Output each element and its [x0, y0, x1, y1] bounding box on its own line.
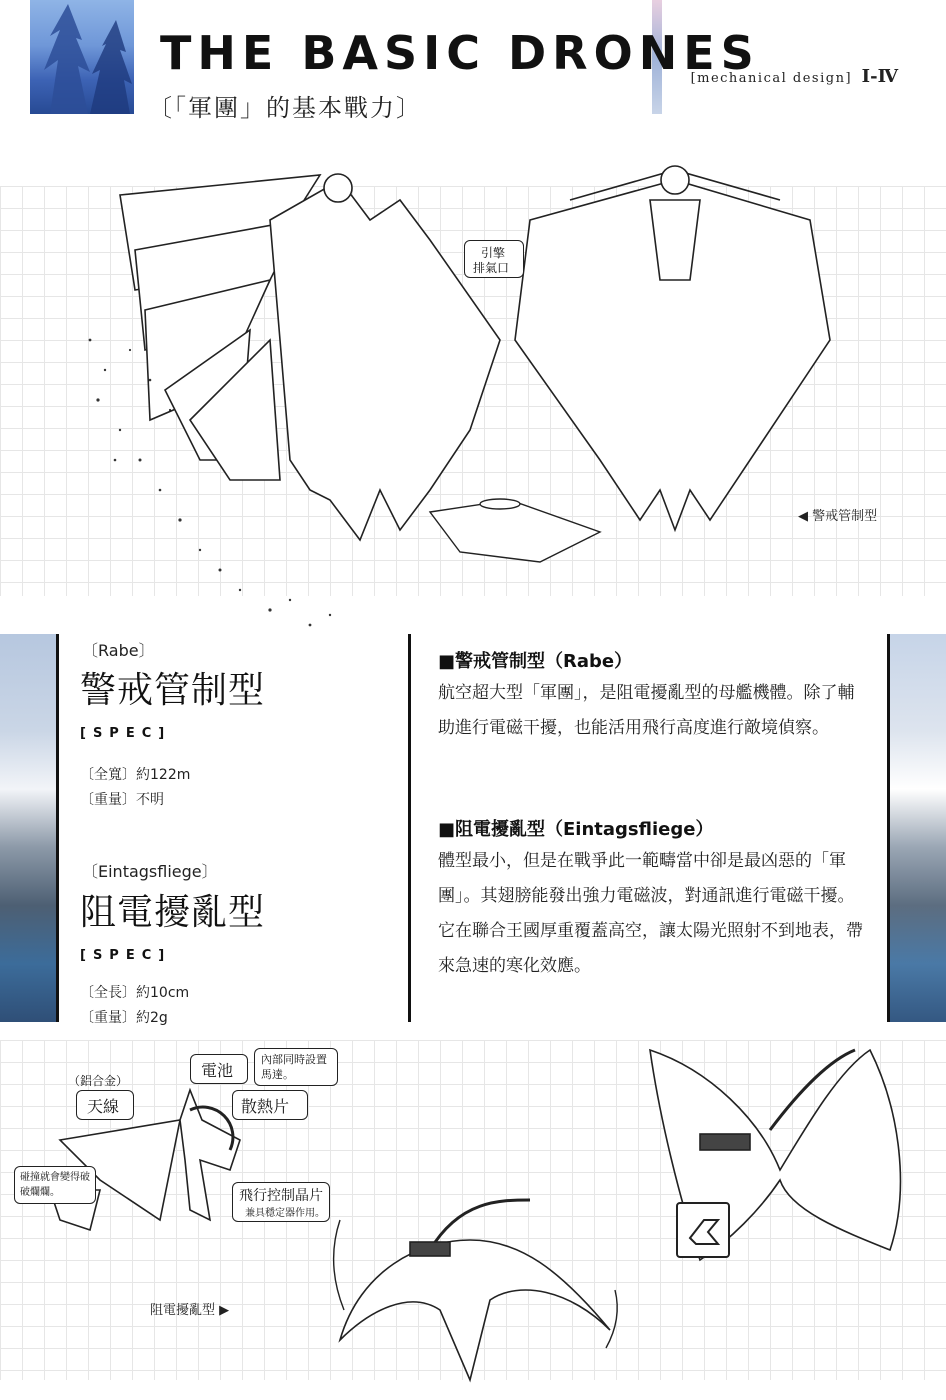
chapter-label: [691, 66, 898, 87]
exhaust-label: 排氣口: [473, 261, 510, 275]
center-divider-line: [408, 634, 411, 1022]
angle-badge: [676, 1202, 730, 1258]
battery-bubble: [190, 1054, 248, 1084]
tree-silhouette-icon: [30, 0, 134, 114]
angle-corner-icon: [678, 1204, 728, 1256]
battery-label: 電池: [201, 1061, 234, 1080]
unit-eintagsfliege-spec-weight: 〔重量〕約2g: [80, 1010, 168, 1026]
unit-rabe-en-name: 〔Rabe〕: [82, 641, 155, 660]
motor-note: 內部同時設置馬達。: [261, 1053, 327, 1081]
page-subtitle: 〔「軍團」的基本戰力〕: [148, 94, 422, 122]
alloy-note: （鋁合金）: [68, 1074, 129, 1088]
antenna-label: 天線: [87, 1097, 120, 1116]
engine-label: 引擎: [481, 246, 506, 260]
unit-eintagsfliege-en-name: 〔Eintagsfliege〕: [82, 862, 218, 881]
rabe-drone-illustration-left: [70, 160, 510, 640]
wing-note: 碰撞就會變得破破爛爛。: [20, 1172, 90, 1198]
section-eintagsfliege-heading: ■阻電擾亂型（Eintagsfliege）: [438, 819, 714, 840]
bottom-figure-caption: 阻電擾亂型 ▶: [150, 1303, 230, 1318]
unit-rabe-spec-width: 〔全寬〕約122m: [80, 767, 191, 783]
heatsink-label: 散熱片: [241, 1097, 290, 1116]
motor-bubble: [254, 1048, 338, 1086]
right-divider-line: [887, 634, 890, 1022]
engine-exhaust-annotation: [464, 240, 524, 278]
rabe-drone-illustration-right: [510, 160, 840, 540]
chapter-number: I-Ⅳ: [861, 66, 898, 87]
left-landscape-strip: [0, 634, 56, 1022]
section-rabe-text: 航空超大型「軍團」，是阻電擾亂型的母艦機體。除了輔助進行電磁干擾，也能活用飛行高度進行敵境偵察。: [438, 683, 855, 738]
unit-rabe-spec-label: [SPEC]: [80, 726, 172, 741]
eintagsfliege-flight-sketch-center: [320, 1180, 620, 1380]
chapter-label-text: [mechanical design]: [690, 71, 853, 86]
rabe-drone-side-view: [420, 492, 610, 568]
section-eintagsfliege-text: 體型最小，但是在戰爭此一範疇當中卻是最凶惡的「軍團」。其翅膀能發出強力電磁波，對通訊進行電磁干擾。它在聯合王國厚重覆蓋高空，讓太陽光照射不到地表，帶來急速的寒化效應。: [438, 851, 863, 976]
unit-rabe-name: 警戒管制型: [80, 670, 266, 711]
stabilizer-note: 兼具穩定器作用。: [245, 1208, 325, 1219]
page-title: THE BASIC DRONES: [160, 26, 760, 80]
unit-eintagsfliege-name: 阻電擾亂型: [80, 892, 266, 933]
unit-eintagsfliege-spec-length: 〔全長〕約10cm: [80, 985, 190, 1001]
wing-note-bubble: [14, 1166, 96, 1204]
eintagsfliege-flight-sketch-right: [640, 1030, 920, 1310]
antenna-bubble: [76, 1090, 134, 1120]
section-rabe-heading: ■警戒管制型（Rabe）: [438, 651, 633, 672]
header-thumbnail-image: [30, 0, 134, 114]
flight-chip-label: 飛行控制晶片: [239, 1188, 323, 1204]
top-figure-caption: ◀ 警戒管制型: [798, 509, 878, 524]
unit-eintagsfliege-spec-label: [SPEC]: [80, 948, 172, 963]
heatsink-bubble: [232, 1090, 308, 1120]
right-landscape-strip: [890, 634, 946, 1022]
unit-rabe-spec-weight: 〔重量〕不明: [80, 792, 164, 808]
left-divider-line: [56, 634, 59, 1022]
flight-chip-bubble: [232, 1182, 330, 1222]
